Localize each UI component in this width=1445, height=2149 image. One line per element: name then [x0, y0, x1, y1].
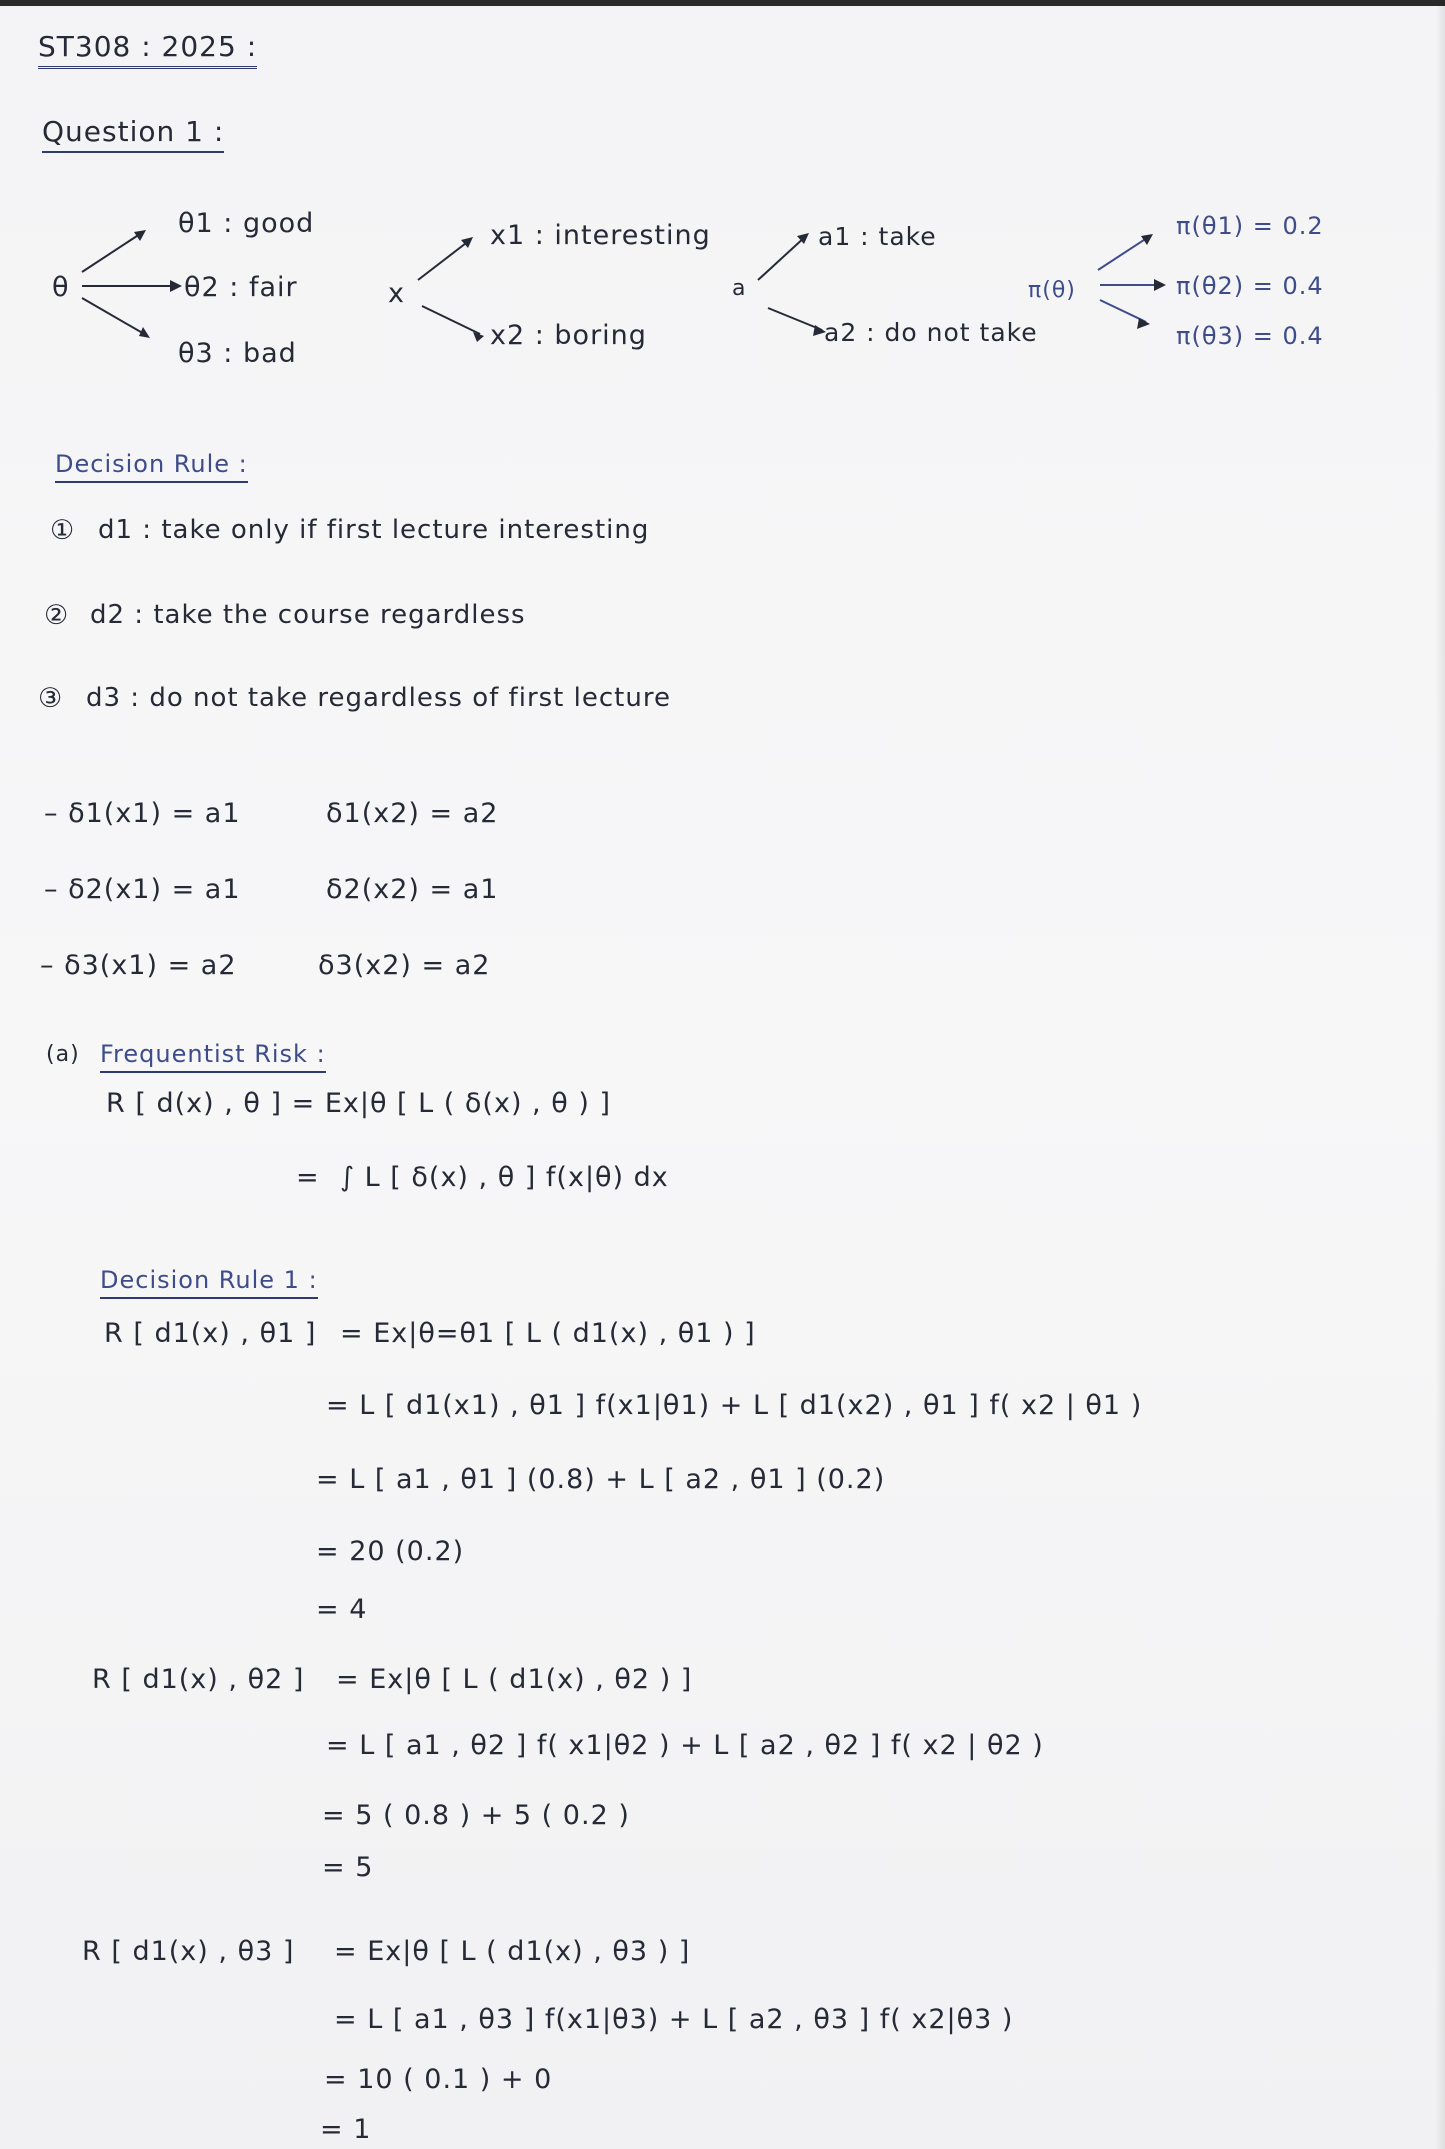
risk-theta1-line: = L [ d1(x1) , θ1 ] f(x1|θ1) + L [ d1(x2) , θ1 ] f( x2 | θ1 )	[326, 1390, 1143, 1421]
rule-2-text: d2 : take the course regardless	[90, 600, 526, 630]
risk-theta1-line: = Ex|θ=θ1 [ L ( d1(x) , θ1 ) ]	[340, 1318, 756, 1349]
risk-theta1-line: = 20 (0.2)	[316, 1536, 465, 1567]
risk-theta3-line: = 10 ( 0.1 ) + 0	[324, 2064, 553, 2095]
rule-3-text: d3 : do not take regardless of first lecture	[86, 683, 671, 713]
part-a-label: (a)	[46, 1042, 80, 1067]
risk-theta3-line: = L [ a1 , θ3 ] f(x1|θ3) + L [ a2 , θ3 ] f( x2|θ3 )	[334, 2004, 1014, 2035]
question-title: Question 1 :	[42, 115, 224, 153]
mapping-1-left: – δ1(x1) = a1	[44, 798, 241, 829]
risk-integral: ∫ L [ δ(x) , θ ] f(x|θ) dx	[340, 1162, 669, 1193]
theta-symbol: θ	[52, 272, 70, 303]
risk-theta3-lhs: R [ d1(x) , θ3 ]	[82, 1936, 295, 1967]
risk-integral-eq: =	[296, 1162, 320, 1193]
risk-theta2-line: = Ex|θ [ L ( d1(x) , θ2 ) ]	[336, 1664, 693, 1695]
risk-theta1-lhs: R [ d1(x) , θ1 ]	[104, 1318, 317, 1349]
obs-boring: x2 : boring	[490, 320, 647, 351]
rule-2-number: ②	[44, 600, 70, 631]
state-bad: θ3 : bad	[178, 338, 297, 369]
risk-theta2-lhs: R [ d1(x) , θ2 ]	[92, 1664, 305, 1695]
action-take: a1 : take	[818, 222, 937, 251]
risk-theta2-line: = L [ a1 , θ2 ] f( x1|θ2 ) + L [ a2 , θ2 ] f( x2 | θ2 )	[326, 1730, 1044, 1761]
risk-theta1-line: = L [ a1 , θ1 ] (0.8) + L [ a2 , θ1 ] (0.2)	[316, 1464, 886, 1495]
obs-interesting: x1 : interesting	[490, 220, 711, 251]
frequentist-risk-heading: Frequentist Risk :	[100, 1040, 326, 1073]
risk-theta2-line: = 5 ( 0.8 ) + 5 ( 0.2 )	[322, 1800, 630, 1831]
mapping-3-right: δ3(x2) = a2	[318, 950, 491, 981]
mapping-2-left: – δ2(x1) = a1	[44, 874, 241, 905]
prior-symbol: π(θ)	[1028, 278, 1076, 303]
a-symbol: a	[732, 276, 747, 301]
risk-theta1-result: = 4	[316, 1594, 368, 1625]
x-symbol: x	[388, 278, 405, 309]
action-not-take: a2 : do not take	[824, 318, 1038, 347]
decision-rule-heading: Decision Rule :	[55, 450, 248, 483]
prior-theta3: π(θ3) = 0.4	[1176, 322, 1324, 350]
rule-3-number: ③	[38, 683, 64, 714]
mapping-1-right: δ1(x2) = a2	[326, 798, 499, 829]
state-good: θ1 : good	[178, 208, 315, 239]
rule-1-number: ①	[50, 515, 76, 546]
course-code: ST308 : 2025 :	[38, 30, 257, 69]
risk-definition: R [ d(x) , θ ] = Ex|θ [ L ( δ(x) , θ ) ]	[106, 1088, 611, 1119]
prior-theta2: π(θ2) = 0.4	[1176, 272, 1324, 300]
state-fair: θ2 : fair	[184, 272, 298, 303]
risk-theta3-line: = Ex|θ [ L ( d1(x) , θ3 ) ]	[334, 1936, 691, 1967]
mapping-3-left: – δ3(x1) = a2	[40, 950, 237, 981]
mapping-2-right: δ2(x2) = a1	[326, 874, 499, 905]
risk-theta2-result: = 5	[322, 1852, 374, 1883]
decision-rule-1-heading: Decision Rule 1 :	[100, 1266, 318, 1299]
risk-theta3-result: = 1	[320, 2114, 372, 2145]
prior-theta1: π(θ1) = 0.2	[1176, 212, 1324, 240]
rule-1-text: d1 : take only if first lecture interesting	[98, 515, 650, 545]
